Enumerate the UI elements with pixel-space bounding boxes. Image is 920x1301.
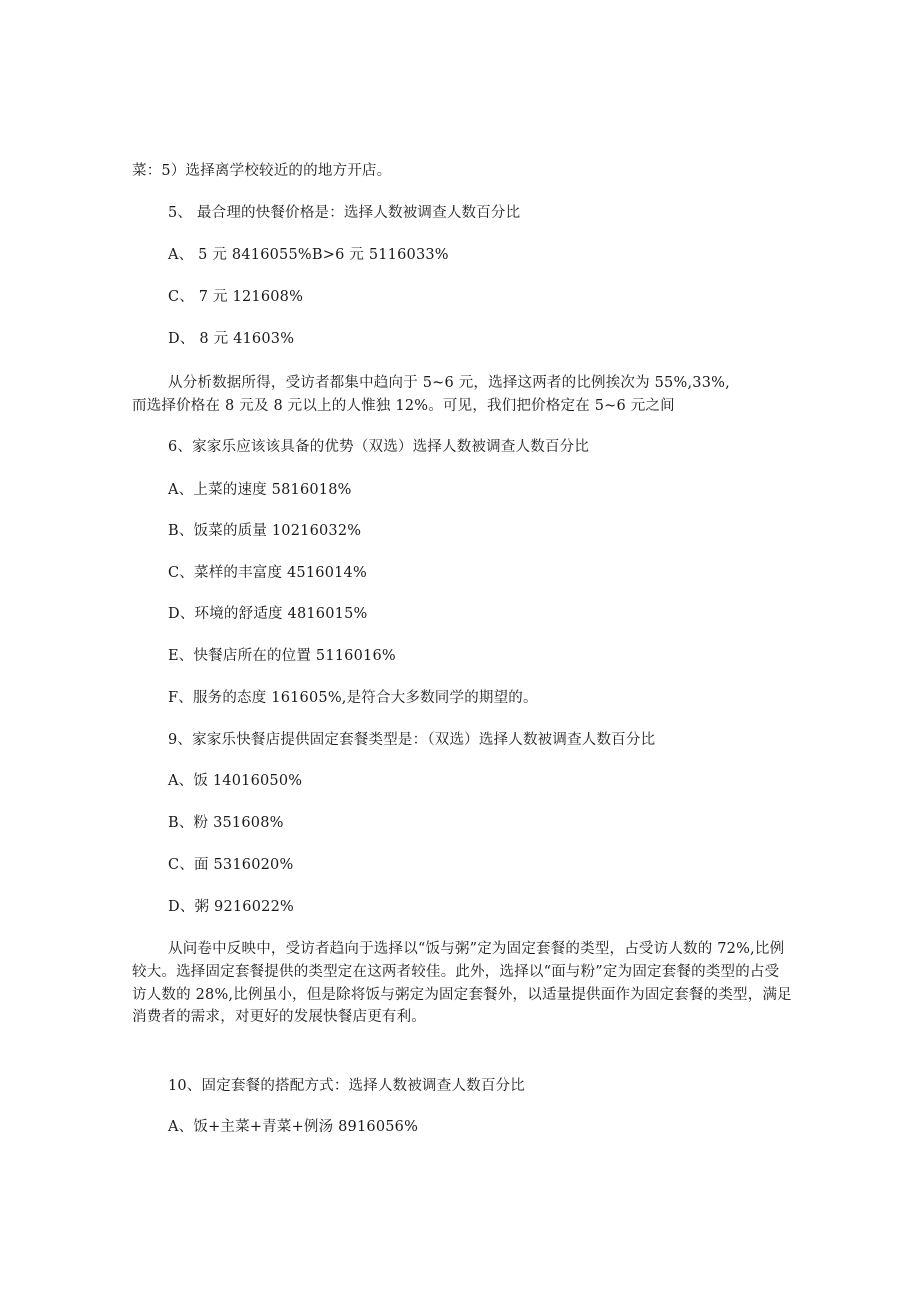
question-5-analysis-line-2: 而选择价格在 8 元及 8 元以上的人惟独 12%。可见，我们把价格定在 5~6 元之间 — [132, 398, 675, 414]
question-6-option-e: E、快餐店所在的位置 5116016% — [168, 648, 396, 664]
question-5-title: 5、 最合理的快餐价格是：选择人数被调查人数百分比 — [168, 205, 521, 221]
question-9-title: 9、家家乐快餐店提供固定套餐类型是：（双选）选择人数被调查人数百分比 — [168, 732, 656, 748]
question-6-option-b: B、饭菜的质量 10216032% — [168, 523, 362, 539]
question-10-option-a: A、饭+主菜+青菜+例汤 8916056% — [168, 1119, 419, 1135]
question-10-title: 10、固定套餐的搭配方式：选择人数被调查人数百分比 — [168, 1078, 525, 1094]
question-6-title: 6、家家乐应该该具备的优势（双选）选择人数被调查人数百分比 — [168, 439, 590, 455]
question-6-option-c: C、菜样的丰富度 4516014% — [168, 565, 367, 581]
question-5-option-c: C、 7 元 121608% — [168, 289, 304, 305]
question-5-option-d: D、 8 元 41603% — [168, 331, 295, 347]
question-9-analysis: 从问卷中反映中，受访者趋向于选择以“饭与粥”定为固定套餐的类型，占受访人数的 72%,比例较大。选择固定套餐提供的类型定在这两者较佳。此外，选择以“面与粉”定为固定套餐的类型的占受访人数的 28%,比例虽小，但是除将饭与粥定为固定套餐外，以适量提供面作为固定套餐的类型，满足消费者的需求，对更好的发展快餐店更有利。 — [132, 941, 792, 1026]
text-line: 菜：5）选择离学校较近的的地方开店。 — [132, 163, 392, 179]
question-6-option-d: D、环境的舒适度 4816015% — [168, 606, 368, 622]
question-5-option-a: A、 5 元 8416055%B>6 元 5116033% — [168, 247, 449, 263]
question-9-option-b: B、粉 351608% — [168, 815, 284, 831]
question-9-option-a: A、饭 14016050% — [168, 773, 303, 789]
question-9-option-c: C、面 5316020% — [168, 857, 294, 873]
question-9-option-d: D、粥 9216022% — [168, 899, 294, 915]
question-5-analysis-line-1: 从分析数据所得，受访者都集中趋向于 5~6 元，选择这两者的比例挨次为 55%,33%, — [168, 375, 730, 391]
question-6-option-a: A、上菜的速度 5816018% — [168, 482, 352, 498]
question-6-option-f: F、服务的态度 161605%,是符合大多数同学的期望的。 — [168, 690, 538, 706]
